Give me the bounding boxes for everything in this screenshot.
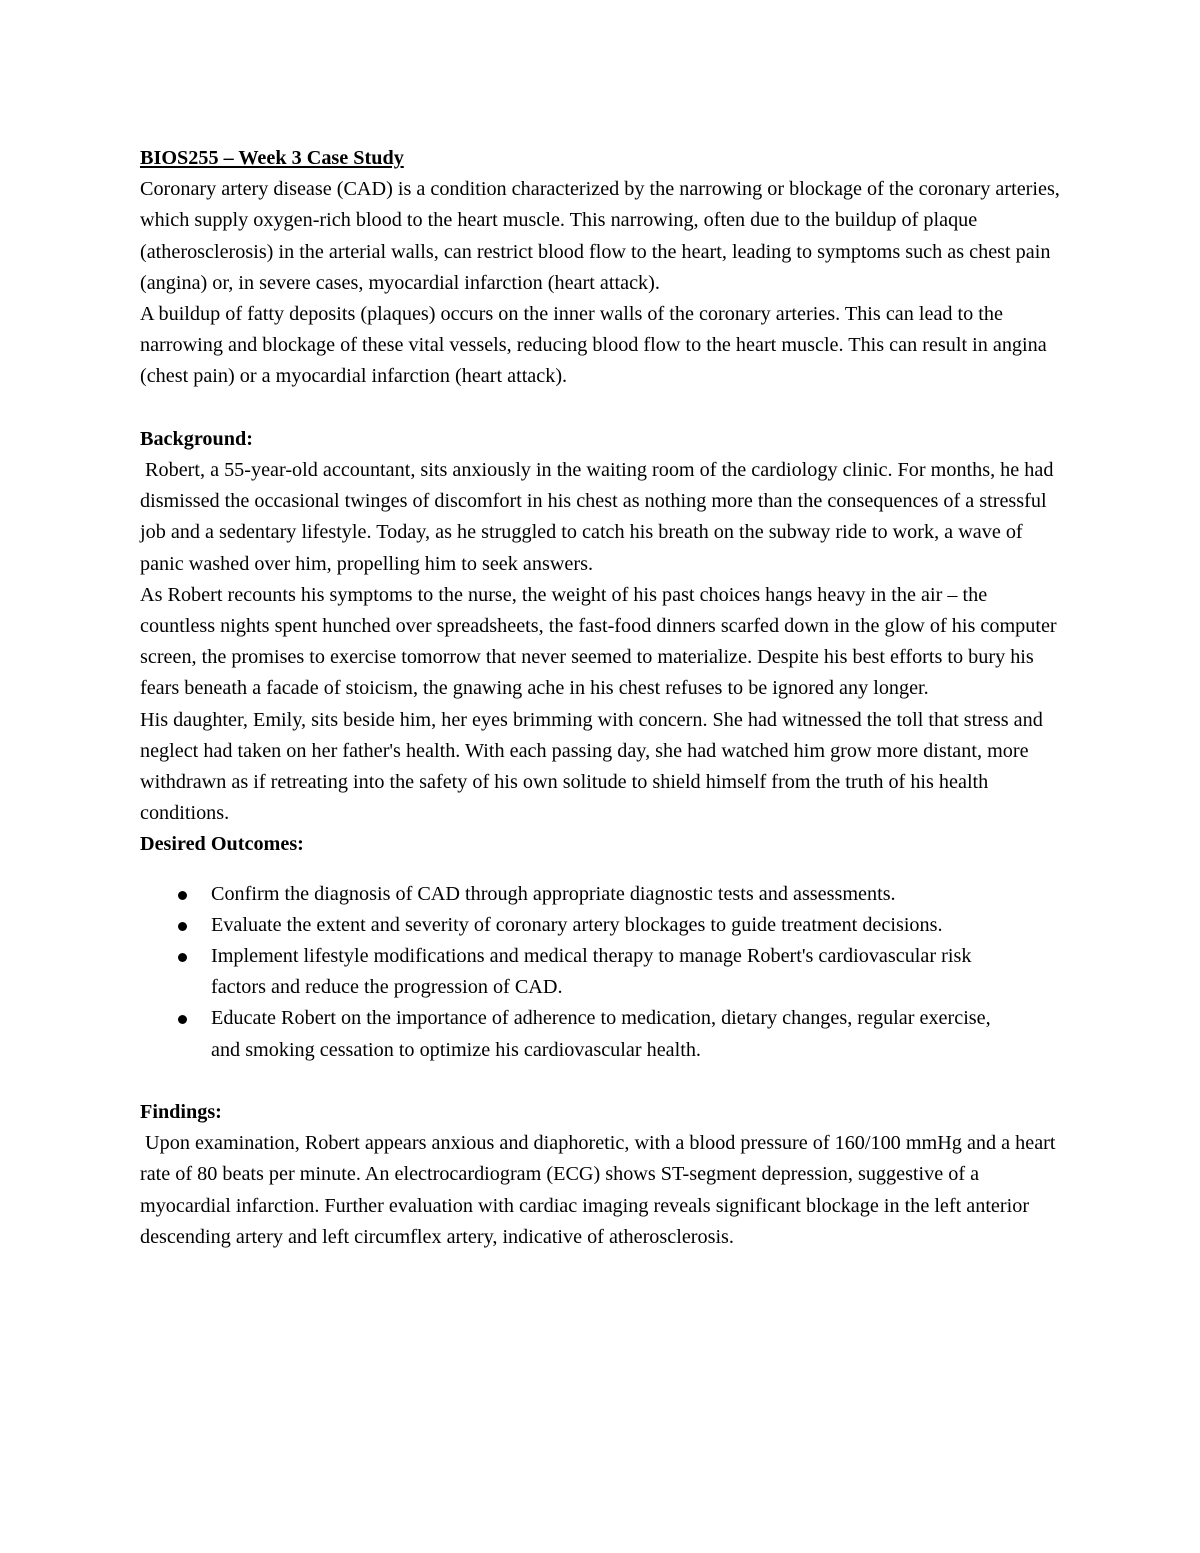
desired-outcomes-list — [140, 879, 1060, 1066]
list-item-text: Evaluate the extent and severity of coronary artery blockages to guide treatment decisions. — [211, 913, 943, 936]
findings-paragraph: Upon examination, Robert appears anxious and diaphoretic, with a blood pressure of 160/100 mmHg and a heart rate of 80 beats per minute. An electrocardiogram (ECG) shows ST-segment depression, suggestive of a myocardial infarction. Further evaluation with cardiac imaging reveals significant blockage in the left anterior descending artery and left circumflex artery, indicative of atherosclerosis. — [140, 1132, 1061, 1248]
background-paragraph-2: As Robert recounts his symptoms to the nurse, the weight of his past choices hangs heavy in the air – the countless nights spent hunched over spreadsheets, the fast-food dinners scarfed down in the glow of his computer screen, the promises to exercise tomorrow that never seemed to materialize. Despite his best efforts to bury his fears beneath a facade of stoicism, the gnawing ache in his chest refuses to be ignored any longer. — [140, 583, 1057, 700]
list-item — [140, 910, 1060, 941]
spacer — [140, 1066, 1060, 1097]
document-body — [140, 143, 1060, 1253]
list-item — [140, 879, 1060, 910]
desired-outcomes-heading: Desired Outcomes: — [140, 833, 304, 856]
spacer — [140, 393, 1060, 424]
intro-paragraph-2: A buildup of fatty deposits (plaques) occurs on the inner walls of the coronary arteries. This can lead to the narrowing and blockage of these vital vessels, reducing blood flow to the heart muscle. This can result in angina (chest pain) or a myocardial infarction (heart attack). — [140, 303, 1047, 388]
background-paragraph-1: Robert, a 55-year-old accountant, sits anxiously in the waiting room of the cardiology clinic. For months, he had dismissed the occasional twinges of discomfort in his chest as nothing more than the consequences of a stressful job and a sedentary lifestyle. Today, as he struggled to catch his breath on the subway ride to work, a wave of panic washed over him, propelling him to seek answers. — [140, 459, 1059, 575]
bullet-icon — [178, 953, 187, 962]
background-paragraph-3: His daughter, Emily, sits beside him, her eyes brimming with concern. She had witnessed the toll that stress and neglect had taken on her father's health. With each passing day, she had watched him grow more distant, more withdrawn as if retreating into the safety of his own solitude to shield himself from the truth of his health conditions. — [140, 708, 1043, 825]
intro-paragraph-1: Coronary artery disease (CAD) is a condition characterized by the narrowing or blockage of the coronary arteries, which supply oxygen-rich blood to the heart muscle. This narrowing, often due to the buildup of plaque (atherosclerosis) in the arterial walls, can restrict blood flow to the heart, leading to symptoms such as chest pain (angina) or, in severe cases, myocardial infarction (heart attack). — [140, 178, 1060, 294]
spacer — [140, 861, 1060, 879]
list-item-text: Educate Robert on the importance of adherence to medication, dietary changes, regular exercise, and smoking cessation to optimize his cardiovascular health. — [211, 1007, 991, 1061]
background-heading: Background: — [140, 427, 253, 450]
list-item — [140, 941, 1060, 1003]
findings-heading: Findings: — [140, 1101, 222, 1124]
bullet-icon — [178, 922, 187, 931]
document-title: BIOS255 – Week 3 Case Study — [140, 147, 404, 169]
bullet-icon — [178, 891, 187, 900]
list-item-text: Confirm the diagnosis of CAD through appropriate diagnostic tests and assessments. — [211, 882, 896, 905]
list-item — [140, 1003, 1060, 1065]
list-item-text: Implement lifestyle modifications and medical therapy to manage Robert's cardiovascular risk factors and reduce the progression of CAD. — [211, 945, 972, 999]
bullet-icon — [178, 1015, 187, 1024]
